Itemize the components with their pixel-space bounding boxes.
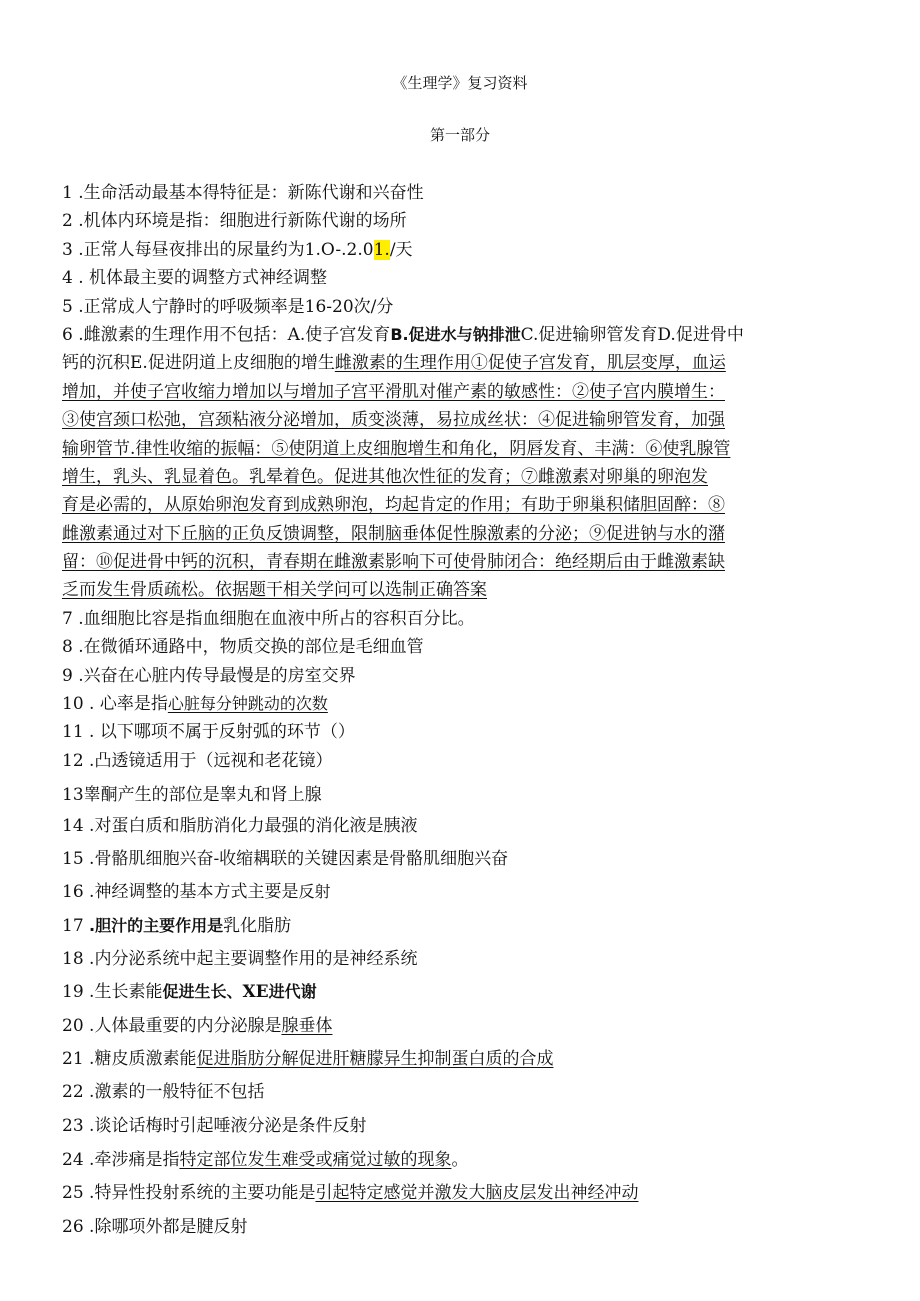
question-list — [62, 179, 862, 1241]
question-2: 2 .机体内环境是指：细胞进行新陈代谢的场所 — [62, 211, 407, 232]
question-6-line: 雌激素通过对下丘脑的正负反馈调整，限制脑垂体促性腺激素的分泌；⑨促进钠与水的潴 — [62, 523, 725, 544]
question-8: 8 .在微循环通路中，物质交换的部位是毛细血管 — [62, 637, 424, 658]
highlighted-text: 1. — [373, 239, 390, 260]
question-6-line: 留：⑩促进骨中钙的沉积，青春期在雌激素影响下可使骨肺闭合：绝经期后由于雌激素缺 — [62, 552, 725, 573]
question-6-line: 乏而发生骨质疏松。依据题干相关学问可以选制正确答案 — [62, 580, 487, 601]
question-6-line: 育是必需的，从原始卵泡发育到成熟卵泡，均起肯定的作用；有助于卵巢积储胆固醉：⑧ — [62, 495, 725, 516]
question-7: 7 .血细胞比容是指血细胞在血液中所占的容积百分比。 — [62, 608, 475, 629]
question-19: 19 .生长素能促进生长、XE进代谢 — [62, 981, 317, 1002]
question-15: 15 .骨骼肌细胞兴奋-收缩耦联的关键因素是骨骼肌细胞兴奋 — [62, 848, 509, 869]
question-9: 9 .兴奋在心脏内传导最慢是的房室交界 — [62, 665, 356, 686]
question-11: 11 . 以下哪项不属于反射弧的环节（） — [62, 722, 355, 743]
question-10: 10 . 心率是指心脏每分钟跳动的次数 — [62, 694, 328, 715]
question-25: 25 .特异性投射系统的主要功能是引起特定感觉并激发大脑皮层发出神经冲动 — [62, 1182, 639, 1203]
question-13: 13睾酮产生的部位是睾丸和肾上腺 — [62, 784, 322, 805]
question-6-line: 增生，乳头、乳显着色。乳晕着色。促进其他次性征的发育；⑦雌激素对卵巢的卵泡发 — [62, 466, 708, 487]
question-18: 18 .内分泌系统中起主要调整作用的是神经系统 — [62, 948, 418, 969]
question-6: 6 .雌激素的生理作用不包括：A.使子宫发育B.促进水与钠排泄C.促进输卵管发育D.促进骨中 — [62, 324, 744, 345]
question-6-line: ③使宫颈口松弛，宫颈粘液分泌增加，质变淡薄，易拉成丝状：④促进输卵管发育，加强 — [62, 410, 725, 431]
question-6-line: 输卵管节.律性收缩的振幅：⑤使阴道上皮细胞增生和角化，阴唇发育、丰满：⑥使乳腺管 — [62, 438, 731, 459]
question-6-line: 钙的沉积E.促进阴道上皮细胞的增生雌激素的生理作用①促使子宫发育，肌层变厚，血运 — [62, 353, 726, 374]
question-20: 20 .人体最重要的内分泌腺是腺垂体 — [62, 1015, 333, 1036]
question-17: 17 .胆汁的主要作用是乳化脂肪 — [62, 915, 292, 936]
question-16: 16 .神经调整的基本方式主要是反射 — [62, 881, 331, 902]
question-1: 1 .生命活动最基本得特征是：新陈代谢和兴奋性 — [62, 183, 424, 203]
question-12: 12 .凸透镜适用于（远视和老花镜） — [62, 750, 333, 771]
section-heading: 第一部分 — [429, 126, 490, 144]
question-26: 26 .除哪项外都是腱反射 — [62, 1216, 248, 1237]
question-3: 3 .正常人每昼夜排出的尿量约为1.O-.2.01./天 — [62, 239, 413, 260]
document-title: 《生理学》复习资料 — [392, 74, 528, 92]
question-24: 24 .牵涉痛是指特定部位发生难受或痛觉过敏的现象。 — [62, 1149, 469, 1170]
question-21: 21 .糖皮质激素能促进脂肪分解促进肝糖朦异生抑制蛋白质的合成 — [62, 1048, 554, 1069]
question-14: 14 .对蛋白质和脂肪消化力最强的消化液是胰液 — [62, 815, 418, 836]
question-5: 5 .正常成人宁静时的呼吸频率是16-20次/分 — [62, 296, 394, 317]
question-23: 23 .谈论话梅时引起唾液分泌是条件反射 — [62, 1115, 367, 1136]
question-22: 22 .激素的一般特征不包括 — [62, 1081, 265, 1102]
question-4: 4 . 机体最主要的调整方式神经调整 — [62, 268, 328, 289]
question-6-line: 增加，并使子宫收缩力增加以与增加子宫平滑肌对催产素的敏感性：②使子宫内膜增生： — [62, 381, 725, 402]
